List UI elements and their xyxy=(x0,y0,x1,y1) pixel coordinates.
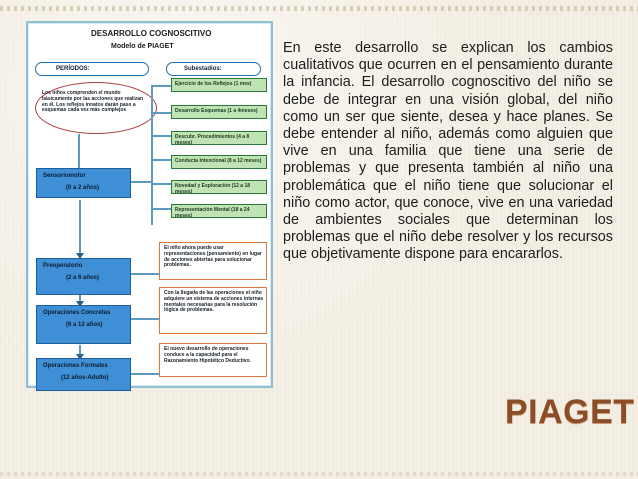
branch-line xyxy=(131,181,152,183)
substage-box xyxy=(171,155,267,169)
piaget-diagram-image xyxy=(26,21,273,388)
note-box xyxy=(159,242,267,280)
note-text: Con la llegada de las operaciones el niño adquiere un sistema de acciones internas mentales necesarias para la resolución lógica de problemas. xyxy=(164,290,264,314)
periods-pill xyxy=(35,62,149,76)
stage-age: (12 años-Adulto) xyxy=(61,375,109,381)
connector-line xyxy=(79,200,81,257)
note-box xyxy=(159,287,267,334)
branch-line xyxy=(151,183,171,185)
intro-ellipse-text: Los niños comprenden el mundo básicamente por las acciones que realizan en él. Los reflejos innatos darán paso a esquemas cada vez más complejos xyxy=(42,90,144,114)
intro-ellipse xyxy=(35,82,157,134)
stage-preoperatorio xyxy=(36,258,131,295)
substage-text: Descubr. Procedimientos (4 a 8 meses) xyxy=(175,134,250,146)
branch-line xyxy=(151,135,171,137)
diagram-subtitle: Modelo de PIAGET xyxy=(111,43,174,50)
branch-line xyxy=(151,112,171,114)
top-decorative-border xyxy=(0,6,638,11)
bottom-decorative-border xyxy=(0,472,638,476)
note-text: El nuevo desarrollo de operaciones conduce a la capacidad para el Razonamiento Hipotético Deductivo. xyxy=(164,346,251,364)
branch-spine xyxy=(151,85,153,225)
diagram-title: DESARROLLO COGNOSCITIVO xyxy=(91,29,212,38)
main-body-text: En este desarrollo se explican los cambios cualitativos que ocurren en el pensamiento durante la infancia. El desarrollo cognoscitivo del niño se debe de integrar en una visión global, del niño como un ser que siente, desea y hace planes. Se debe entender al niño, además como alguien que vive en una familia que tiene una serie de problemas y que presenta también al niño una problemática que el niño tiene que solucionar el niño como actor, que conoce, vive en una variedad de ambientes sociales que determinan los problemas que el niño debe resolver y los recursos que objetivamente dispone para encararlos. xyxy=(283,40,613,263)
stage-title: Preoperatorio xyxy=(43,263,83,269)
substage-box xyxy=(171,131,267,145)
connector-line xyxy=(78,134,80,168)
stage-sensoriomotor xyxy=(36,168,131,198)
stage-operaciones-formales xyxy=(36,358,131,391)
branch-line xyxy=(151,85,171,87)
substage-text: Representación Mental (18 a 24 meses) xyxy=(175,207,250,219)
substage-text: Desarrollo Esquemas (1 a 4meses) xyxy=(175,108,258,114)
substage-text: Ejercicio de los Reflejos (1 mes) xyxy=(175,81,252,87)
stage-age: (2 a 6 años) xyxy=(66,275,100,281)
substage-text: Conducta Intencional (8 a 12 meses) xyxy=(175,158,262,164)
connector-line xyxy=(131,273,159,275)
connector-line xyxy=(131,318,159,320)
substage-text: Novedad y Exploración (12 a 18 meses) xyxy=(175,183,251,195)
stage-title: Operaciones Concretas xyxy=(43,310,111,316)
stage-title: Sensoriomotor xyxy=(43,173,86,179)
branch-line xyxy=(151,208,171,210)
stage-age: (6 a 12 años) xyxy=(66,322,103,328)
note-text: El niño ahora puede usar representaciones (pensamiento) en lugar de acciones abiertas para solucionar problemas. xyxy=(164,245,262,269)
slide-title: PIAGET xyxy=(505,393,635,431)
branch-line xyxy=(151,159,171,161)
stage-age: (0 a 2 años) xyxy=(66,185,100,191)
substage-box xyxy=(171,105,267,119)
connector-line xyxy=(131,373,159,375)
substage-box xyxy=(171,204,267,218)
substages-label: Subestadios: xyxy=(184,66,222,72)
periods-label: PERÍODOS: xyxy=(56,66,90,72)
note-box xyxy=(159,343,267,377)
substage-box xyxy=(171,78,267,92)
substage-box xyxy=(171,180,267,194)
stage-operaciones-concretas xyxy=(36,305,131,344)
stage-title: Operaciones Formales xyxy=(43,363,108,369)
